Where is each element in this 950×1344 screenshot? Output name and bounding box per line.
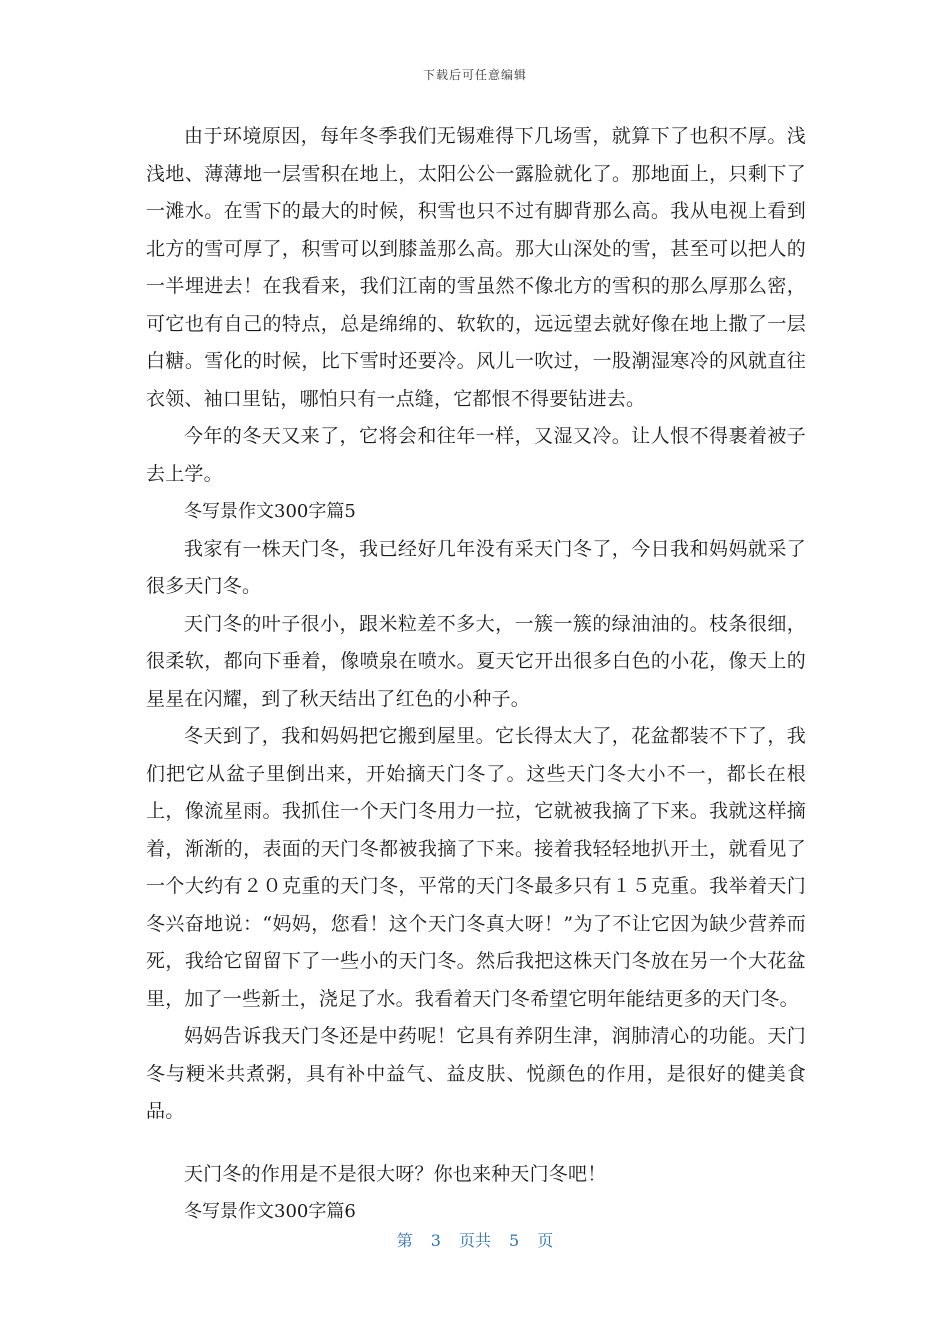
page-header: 下载后可任意编辑 bbox=[422, 68, 527, 82]
document-body bbox=[146, 118, 806, 1231]
page-footer bbox=[0, 1228, 950, 1251]
footer-current-page: 3 bbox=[430, 1231, 441, 1250]
footer-middle: 页共 bbox=[458, 1231, 491, 1250]
paragraph-medicine: 妈妈告诉我天门冬还是中药呢！它具有养阴生津，润肺清心的功能。天门冬与粳米共煮粥，具有补中益气、益皮肤、悦颜色的作用，是很好的健美食品。 bbox=[146, 1025, 806, 1122]
footer-prefix: 第 bbox=[396, 1231, 413, 1250]
paragraph-tianmendong-intro: 我家有一株天门冬，我已经好几年没有采天门冬了，今日我和妈妈就采了很多天门冬。 bbox=[146, 537, 806, 597]
paragraph-tianmendong-leaves: 天门冬的叶子很小，跟米粒差不多大，一簇一簇的绿油油的。枝条很细，很柔软，都向下垂着，像喷泉在喷水。夏天它开出很多白色的小花，像天上的星星在闪耀，到了秋天结出了红色的小种子。 bbox=[146, 612, 806, 710]
footer-total-pages: 5 bbox=[509, 1231, 520, 1250]
section-heading-6: 冬写景作文300字篇6 bbox=[184, 1201, 356, 1222]
paragraph-winter-again: 今年的冬天又来了，它将会和往年一样，又湿又冷。让人恨不得裹着被子去上学。 bbox=[146, 425, 806, 485]
paragraph-picking-tianmendong: 冬天到了，我和妈妈把它搬到屋里。它长得太大了，花盆都装不下了，我们把它从盆子里倒出来，开始摘天门冬了。这些天门冬大小不一，都长在根上，像流星雨。我抓住一个天门冬用力一拉，它就被我摘了下来。我就这样摘着，渐渐的，表面的天门冬都被我摘了下来。接着我轻轻地扒开土，就看见了一个大约有２０克重的天门冬，平常的天门冬最多只有１５克重。我举着天门冬兴奋地说：“妈妈，您看！这个天门冬真大呀！”为了不让它因为缺少营养而死，我给它留留下了一些小的天门冬。然后我把这株天门冬放在另一个大花盆里，加了一些新土，浇足了水。我看着天门冬希望它明年能结更多的天门冬。 bbox=[146, 725, 806, 1010]
section-heading-5: 冬写景作文300字篇5 bbox=[184, 501, 356, 522]
paragraph-closing: 天门冬的作用是不是很大呀？你也来种天门冬吧！ bbox=[184, 1162, 607, 1185]
paragraph-gap bbox=[146, 1131, 806, 1156]
paragraph-snow-description: 由于环境原因，每年冬季我们无锡难得下几场雪，就算下了也积不厚。浅浅地、薄薄地一层雪积在地上，太阳公公一露脸就化了。那地面上，只剩下了一滩水。在雪下的最大的时候，积雪也只不过有脚背那么高。我从电视上看到北方的雪可厚了，积雪可以到膝盖那么高。那大山深处的雪，甚至可以把人的一半埋进去！在我看来，我们江南的雪虽然不像北方的雪积的那么厚那么密，可它也有自己的特点，总是绵绵的、软软的，远远望去就好像在地上撒了一层白糖。雪化的时候，比下雪时还要冷。风儿一吹过，一股潮湿寒冷的风就直往衣领、袖口里钻，哪怕只有一点缝，它都恨不得要钻进去。 bbox=[146, 125, 806, 410]
footer-suffix: 页 bbox=[537, 1231, 554, 1250]
